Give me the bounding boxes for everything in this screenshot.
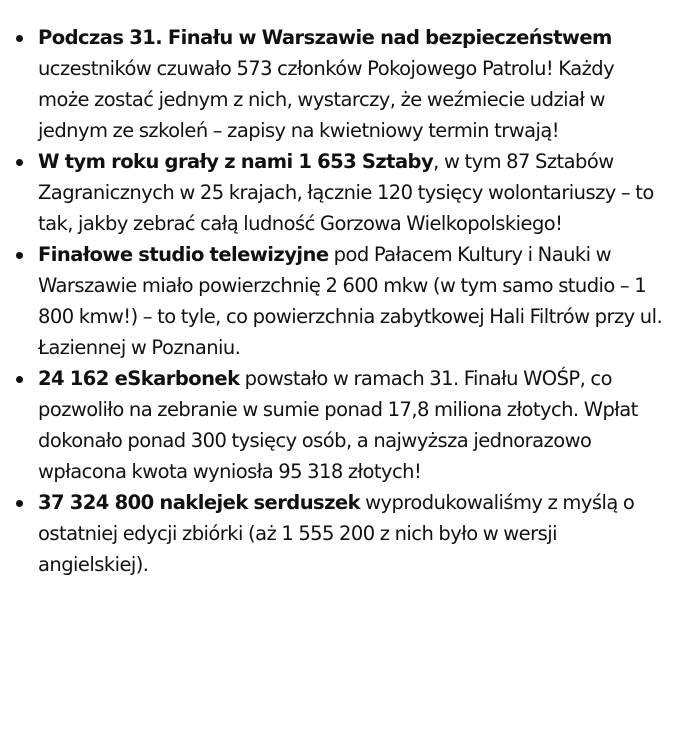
fact-highlight: 24 162 eSkarbonek (38, 367, 240, 390)
fact-text: powstało w ramach 31. Finału WOŚP, co pozwoliło na zebranie w sumie ponad 17,8 miliona złotych. Wpłat dokonało ponad 300 tysięcy osób, a najwyższa jednorazowo wpłacona kwota wyniosła 95 318 złotych! (38, 367, 638, 483)
fact-highlight: W tym roku grały z nami 1 653 Sztaby (38, 150, 434, 173)
bullet-icon (16, 376, 23, 383)
bullet-icon (16, 35, 23, 42)
bullet-icon (16, 500, 23, 507)
list-item (38, 22, 670, 146)
fact-highlight: Finałowe studio telewizyjne (38, 243, 329, 266)
bullet-icon (16, 159, 23, 166)
fact-highlight: Podczas 31. Finału w Warszawie nad bezpieczeństwem (38, 26, 612, 49)
list-item (38, 239, 670, 363)
fact-highlight: 37 324 800 naklejek serduszek (38, 491, 360, 514)
fact-text: pod Pałacem Kultury i Nauki w Warszawie miało powierzchnię 2 600 mkw (w tym samo studio – 1 800 kmw!) – to tyle, co powierzchnia zabytkowej Hali Filtrów przy ul. Łaziennej w Poznaniu. (38, 243, 663, 359)
list-item (38, 487, 670, 580)
fact-text: , w tym 87 Sztabów Zagranicznych w 25 krajach, łącznie 120 tysięcy wolontariuszy – to tak, jakby zebrać całą ludność Gorzowa Wielkopolskiego! (38, 150, 654, 235)
fact-text: wyprodukowaliśmy z myślą o ostatniej edycji zbiórki (aż 1 555 200 z nich było w wersji angielskiej). (38, 491, 635, 576)
facts-list (38, 22, 670, 580)
list-item (38, 363, 670, 487)
list-item (38, 146, 670, 239)
bullet-icon (16, 252, 23, 259)
fact-text: uczestników czuwało 573 członków Pokojowego Patrolu! Każdy może zostać jednym z nich, wystarczy, że weźmiecie udział w jednym ze szkoleń – zapisy na kwietniowy termin trwają! (38, 57, 615, 142)
